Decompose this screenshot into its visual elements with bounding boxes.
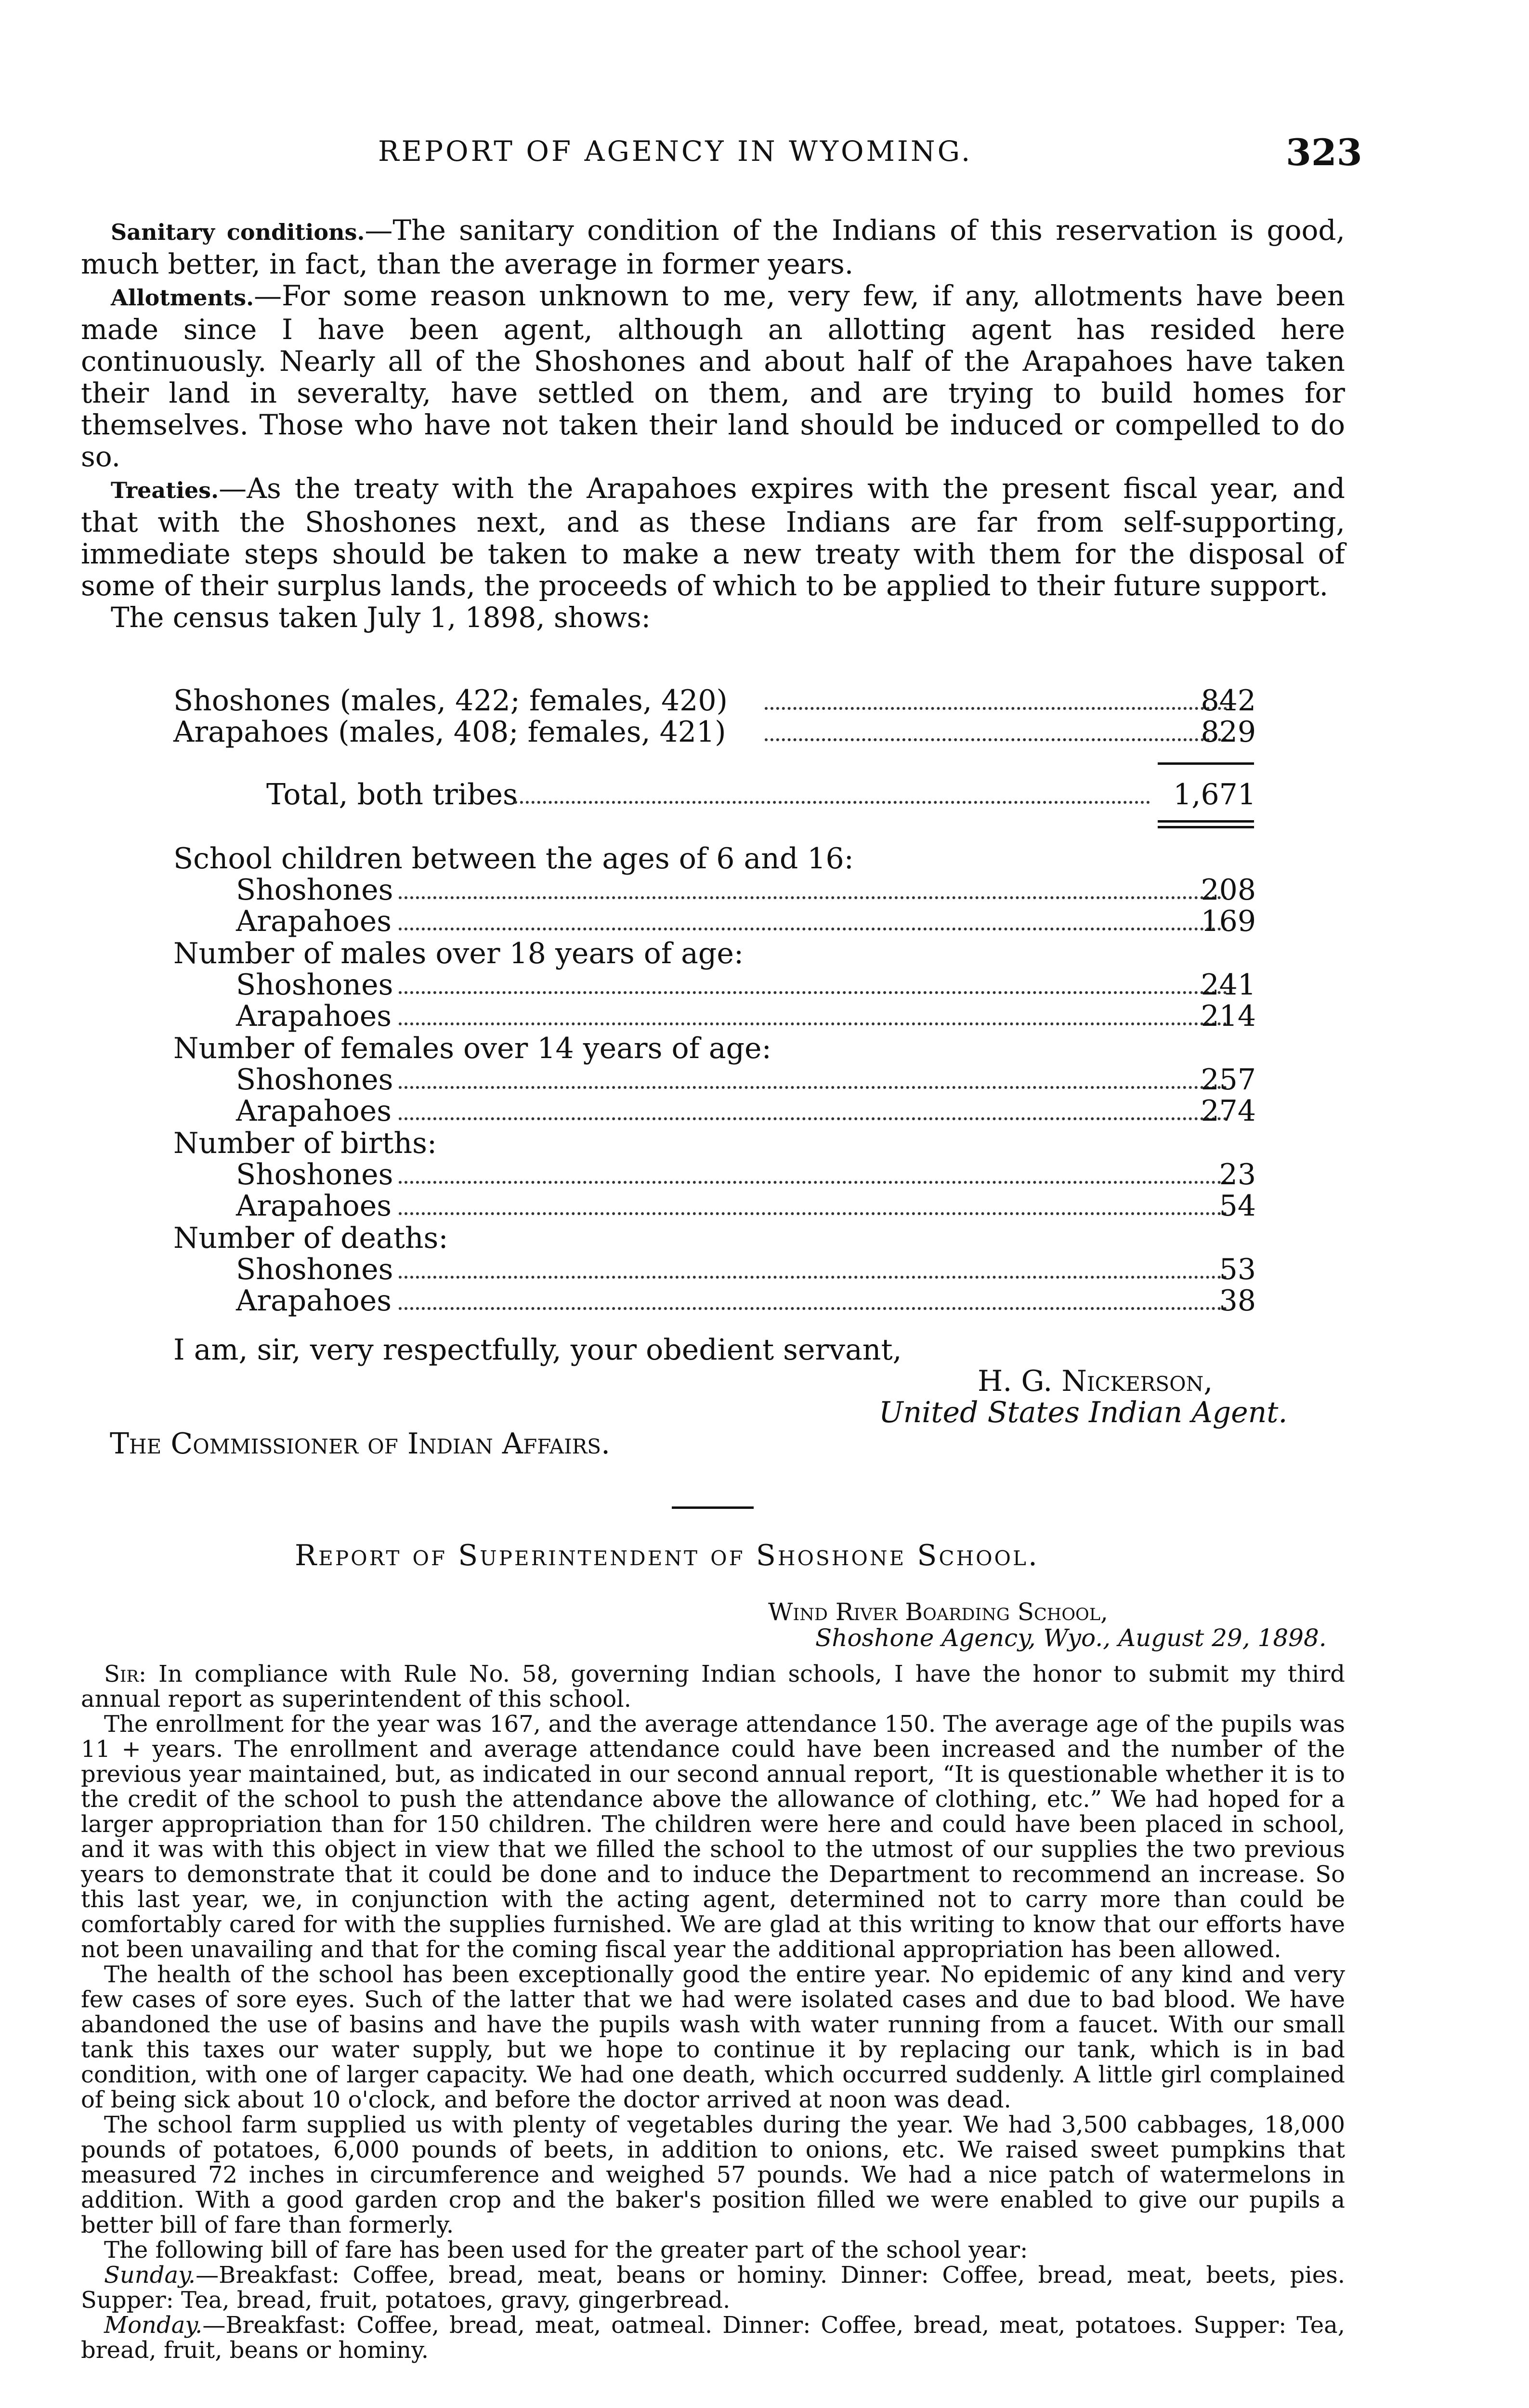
row-value: 23 <box>1219 1158 1256 1191</box>
row-value: 208 <box>1201 873 1256 907</box>
double-rule-bottom <box>1158 826 1254 828</box>
text-treaties: —As the treaty with the Arapahoes expires with the present fiscal year, and that with the Shoshones next, and as these Indians are far from self-supporting, immediate steps should be taken to make a new treaty with them for the disposal of some of their surplus lands, the proceeds of which to be applied to their future support. <box>81 472 1345 602</box>
paragraph-salutation <box>81 1662 1345 1712</box>
dateline-place: Shoshone Agency, Wyo., August 29, 1898. <box>815 1624 1327 1652</box>
row-label: Arapahoes <box>236 1094 392 1128</box>
row-value: 38 <box>1219 1284 1256 1318</box>
sidehead-allotments: Allotments. <box>111 285 254 311</box>
running-head <box>0 131 1529 178</box>
double-rule-top <box>1158 820 1254 823</box>
category-heading: Number of females over 14 years of age: <box>173 1032 771 1065</box>
sidehead-sanitary: Sanitary conditions. <box>111 219 365 245</box>
paragraph-farm: The school farm supplied us with plenty of vegetables during the year. We had 3,500 cabbages, 18,000 pounds of potatoes, 6,000 pounds of beets, in addition to onions, etc. We raised sweet pumpkins that measured 72 inches in circumference and weighed 57 pounds. We had a nice patch of watermelons in addition. With a good garden crop and the baker's position filled we were enabled to give our pupils a better bill of fare than formerly. <box>81 2111 1345 2238</box>
row-value: 214 <box>1201 999 1256 1033</box>
text-p1: In compliance with Rule No. 58, governing Indian schools, I have the honor to submit my third annual report as superintendent of this school. <box>81 1661 1345 1713</box>
signer-name: H. G. Nickerson, <box>978 1364 1213 1398</box>
dot-leader <box>399 896 1227 899</box>
row-value: 169 <box>1201 904 1256 938</box>
row-label: Arapahoes <box>236 1284 392 1318</box>
monday-text: —Breakfast: Coffee, bread, meat, oatmeal. Dinner: Coffee, bread, meat, potatoes. Supper: Tea, bread, fruit, beans or hominy. <box>81 2312 1345 2364</box>
addressee: The Commissioner of Indian Affairs. <box>110 1427 611 1461</box>
paragraph-health: The health of the school has been exceptionally good the entire year. No epidemic of any kind and very few cases of sore eyes. Such of the latter that we had were isolated cases and due to bad blood. We have abandoned the use of basins and have the pupils wash with water running from a faucet. With our small tank this taxes our water supply, but we hope to continue it by replacing our tank, which is in bad condition, with one of larger capacity. We had one death, which occurred suddenly. A little girl complained of being sick about 10 o'clock, and before the doctor arrived at noon was dead. <box>81 1961 1345 2113</box>
dot-leader <box>399 1307 1227 1310</box>
paragraph-sunday <box>81 2263 1345 2313</box>
dot-leader <box>399 991 1227 994</box>
sir-label: Sir: <box>104 1661 147 1688</box>
paragraph-sanitary <box>81 214 1345 280</box>
school-report-body <box>81 1662 1345 2363</box>
row-label: Shoshones <box>236 1158 393 1191</box>
census-heading-deaths <box>81 1221 1256 1253</box>
row-value: 842 <box>1201 684 1256 718</box>
row-label: Shoshones <box>236 1253 393 1286</box>
row-label: Arapahoes <box>236 1189 392 1223</box>
census-row-total <box>81 778 1256 810</box>
sunday-label: Sunday. <box>104 2262 196 2289</box>
census-heading-school <box>81 842 1256 874</box>
section-title: Report of Superintendent of Shoshone School. <box>295 1539 1039 1572</box>
category-heading: Number of deaths: <box>173 1221 448 1255</box>
row-label: Shoshones <box>236 873 393 907</box>
dot-leader <box>399 1022 1227 1025</box>
row-value: 54 <box>1219 1189 1256 1223</box>
row-value: 829 <box>1201 715 1256 749</box>
dateline-school: Wind River Boarding School, <box>768 1598 1108 1626</box>
dot-leader <box>765 738 1227 741</box>
census-row-deaths-shoshones <box>81 1253 1256 1284</box>
section-divider <box>672 1506 754 1509</box>
census-row-school-arapahoes <box>81 904 1256 936</box>
dot-leader <box>765 707 1227 710</box>
census-row-females-shoshones <box>81 1063 1256 1095</box>
census-row-deaths-arapahoes <box>81 1284 1256 1316</box>
row-value: 274 <box>1201 1094 1256 1128</box>
sum-rule <box>1158 762 1254 765</box>
signer-title: United States Indian Agent. <box>879 1396 1288 1429</box>
row-label: Arapahoes <box>236 904 392 938</box>
category-heading: Number of males over 18 years of age: <box>173 937 744 970</box>
monday-label: Monday. <box>104 2312 203 2339</box>
paragraph-bill-of-fare: The following bill of fare has been used for the greater part of the school year: <box>104 2237 1028 2264</box>
dot-leader <box>399 1276 1227 1279</box>
row-label: Arapahoes <box>236 999 392 1033</box>
category-heading: Number of births: <box>173 1126 437 1160</box>
census-intro: The census taken July 1, 1898, shows: <box>111 601 651 634</box>
text-sanitary: —The sanitary condition of the Indians of this reservation is good, much better, in fact, than the average in former years. <box>81 214 1345 280</box>
census-row-births-arapahoes <box>81 1189 1256 1221</box>
census-heading-females <box>81 1032 1256 1063</box>
closing-salutation: I am, sir, very respectfully, your obedient servant, <box>173 1333 902 1367</box>
paragraph-enrollment: The enrollment for the year was 167, and the average attendance 150. The average age of the pupils was 11 + years. The enrollment and average attendance could have been increased and the number of the previous year maintained, but, as indicated in our second annual report, “It is questionable whether it is to the credit of the school to push the attendance above the allowance of clothing, etc.” We had hoped for a larger appropriation than for 150 children. The children were here and could have been placed in school, and it was with this object in view that we filled the school to the utmost of our supplies the two previous years to demonstrate that it could be done and to induce the Department to recommend an increase. So this last year, we, in conjunction with the acting agent, determined not to carry more than could be comfortably cared for with the supplies furnished. We are glad at this writing to know that our efforts have not been unavailing and that for the coming fiscal year the additional appropriation has been allowed. <box>81 1711 1345 1963</box>
row-value: 257 <box>1201 1063 1256 1097</box>
dot-leader <box>399 928 1227 930</box>
row-value: 53 <box>1219 1253 1256 1286</box>
running-title: REPORT OF AGENCY IN WYOMING. <box>378 135 973 168</box>
row-label: Arapahoes (males, 408; females, 421) <box>173 715 726 749</box>
paragraph-census-intro <box>81 602 1345 633</box>
page-number: 323 <box>1286 131 1362 174</box>
paragraph-monday <box>81 2313 1345 2363</box>
sunday-text: —Breakfast: Coffee, bread, meat, beans or hominy. Dinner: Coffee, bread, meat, beets, pies. Supper: Tea, bread, fruit, potatoes, gravy, gingerbread. <box>81 2262 1345 2314</box>
census-row-males-shoshones <box>81 968 1256 1000</box>
census-heading-males <box>81 937 1256 968</box>
row-value: 241 <box>1201 968 1256 1002</box>
row-label: Total, both tribes <box>266 778 518 811</box>
row-value: 1,671 <box>1173 778 1256 811</box>
text-allotments: —For some reason unknown to me, very few, if any, allotments have been made since I have been agent, although an allotting agent has resided here continuously. Nearly all of the Shoshones and about half of the Arapahoes have taken their land in severalty, have settled on them, and are trying to build homes for themselves. Those who have not taken their land should be induced or compelled to do so. <box>81 279 1345 473</box>
row-label: Shoshones <box>236 968 393 1002</box>
sidehead-treaties: Treaties. <box>111 477 219 503</box>
census-row-arapahoes <box>81 715 1256 747</box>
census-heading-births <box>81 1126 1256 1158</box>
census-row-females-arapahoes <box>81 1094 1256 1126</box>
census-row-births-shoshones <box>81 1158 1256 1190</box>
census-row-shoshones <box>81 684 1256 716</box>
agency-report-body <box>81 214 1345 633</box>
census-row-school-shoshones <box>81 873 1256 905</box>
row-label: Shoshones <box>236 1063 393 1097</box>
category-heading: School children between the ages of 6 and 16: <box>173 842 854 876</box>
dot-leader <box>399 1086 1227 1089</box>
paragraph-allotments <box>81 280 1345 472</box>
dot-leader <box>399 1181 1227 1184</box>
paragraph-treaties <box>81 472 1345 602</box>
dot-leader <box>399 1117 1227 1120</box>
dot-leader <box>514 801 1150 804</box>
row-label: Shoshones (males, 422; females, 420) <box>173 684 728 718</box>
census-row-males-arapahoes <box>81 999 1256 1031</box>
dot-leader <box>399 1212 1227 1215</box>
